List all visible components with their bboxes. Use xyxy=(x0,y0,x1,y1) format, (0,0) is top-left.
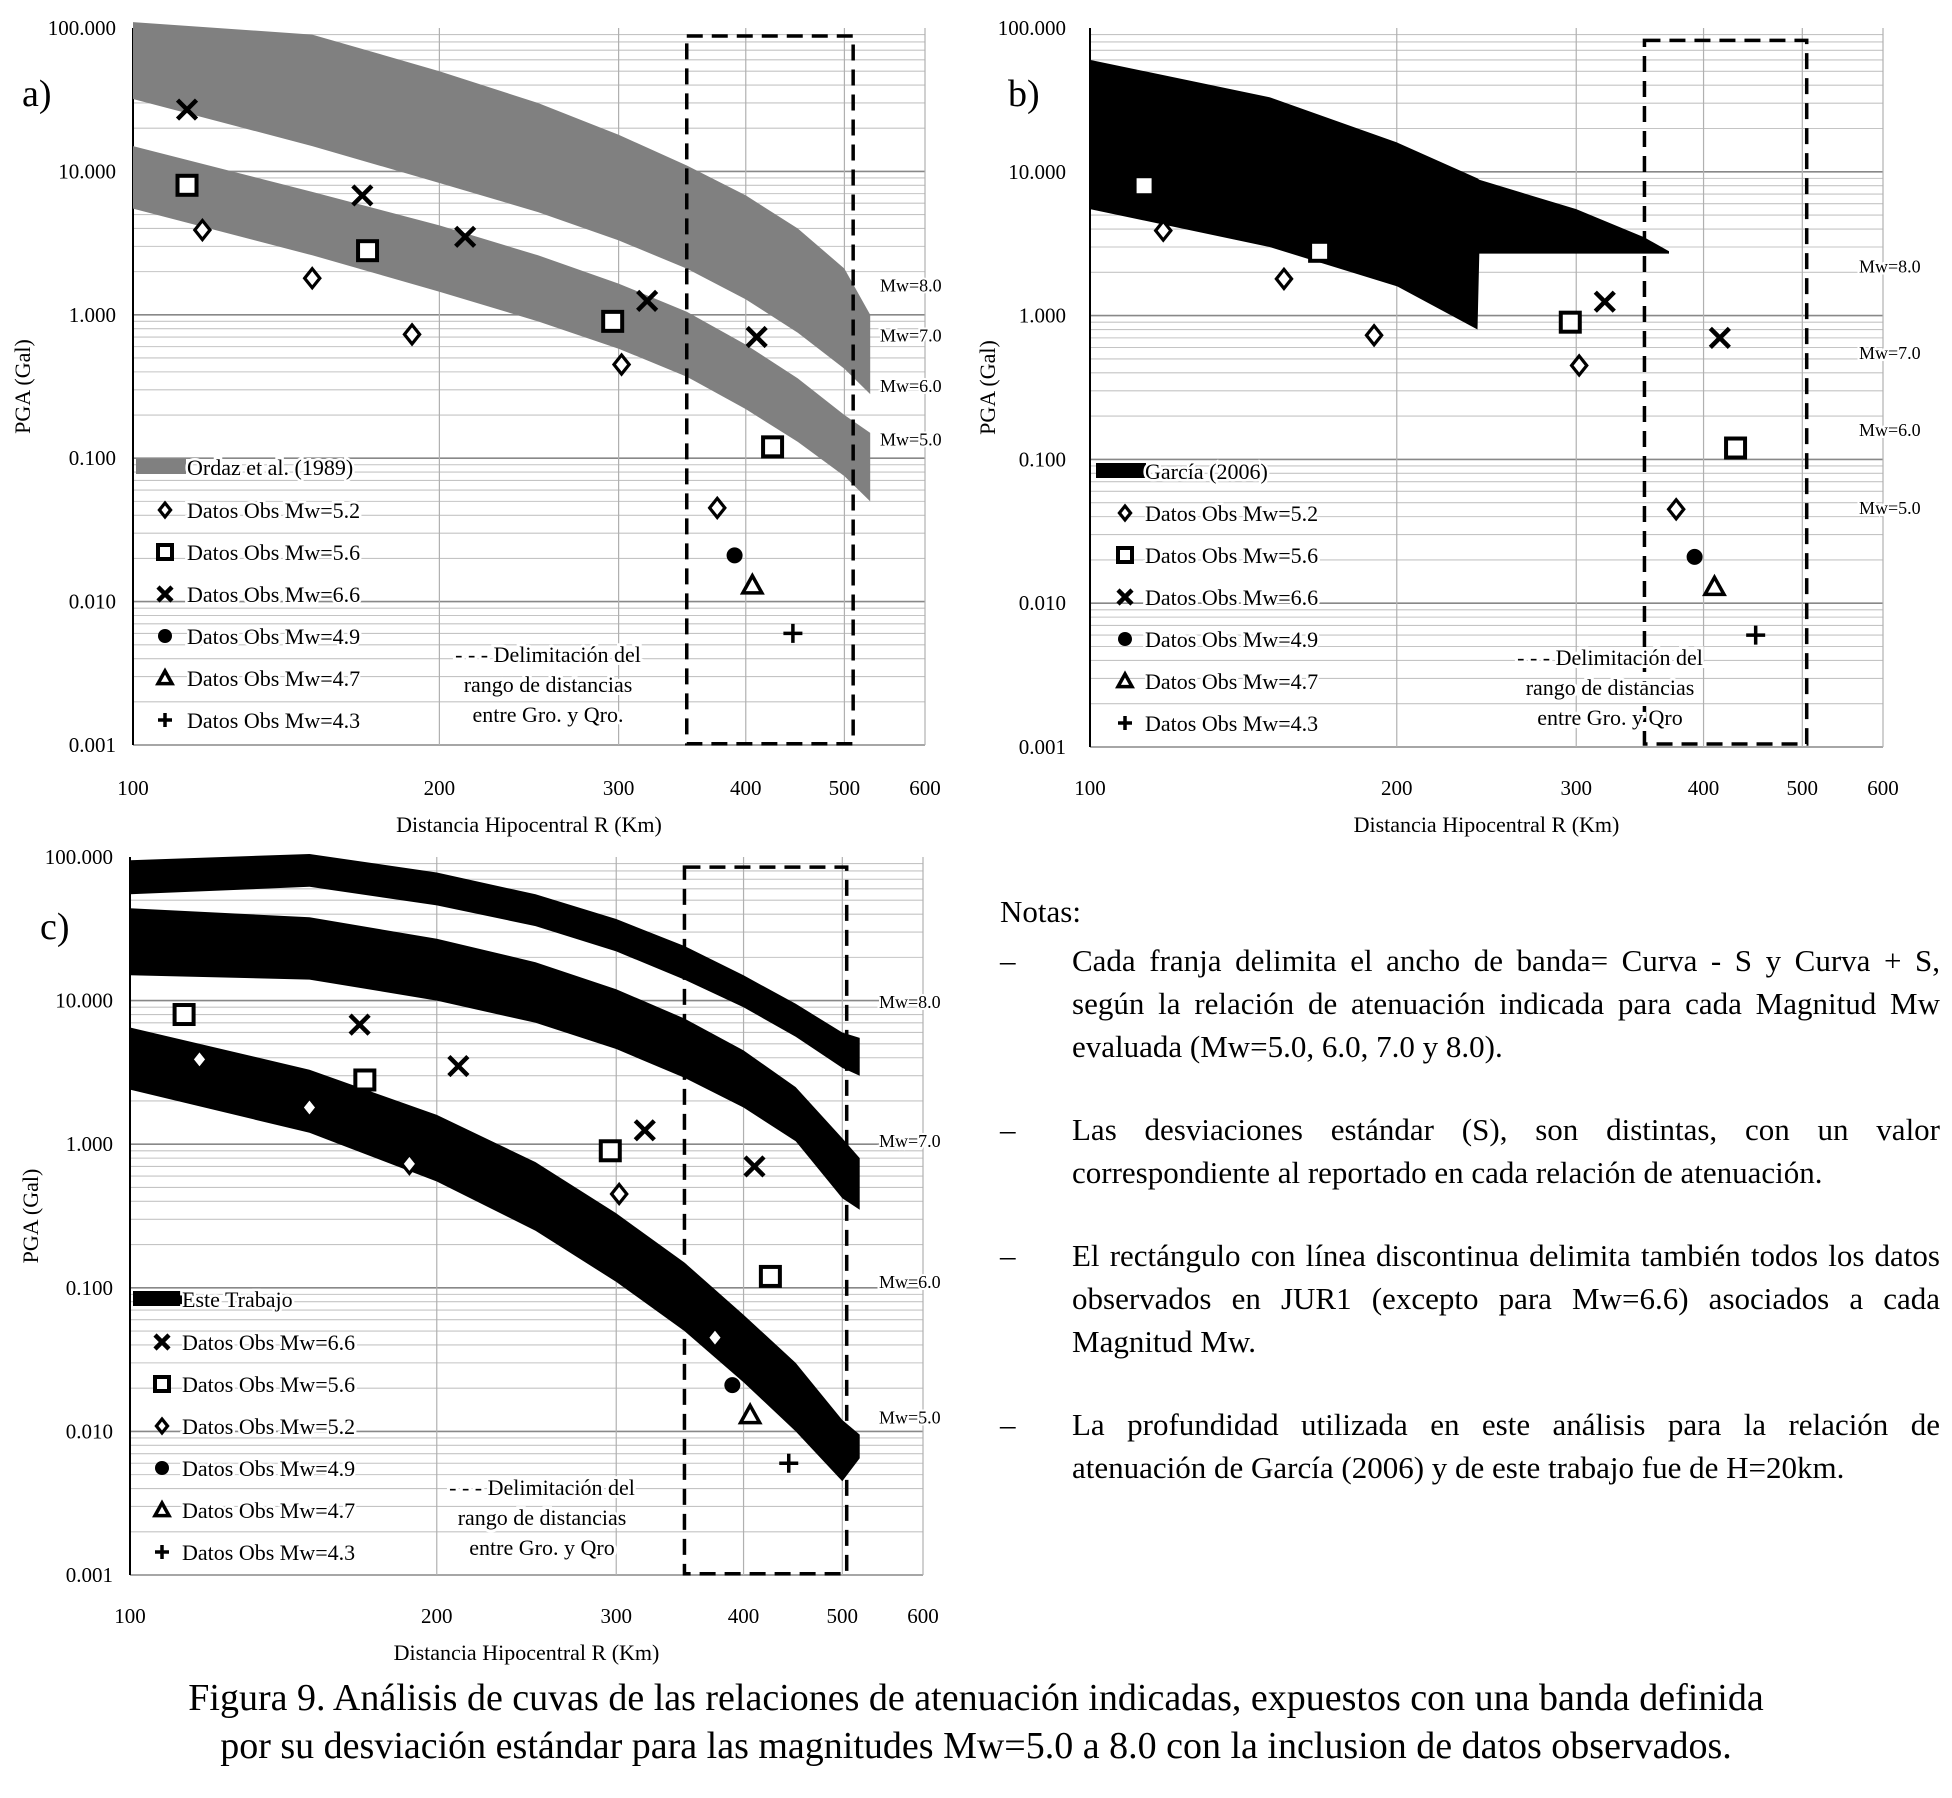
legend-item-label: Datos Obs Mw=6.6 xyxy=(187,582,361,607)
data-point-x xyxy=(353,186,372,205)
bands xyxy=(1090,60,1669,330)
legend-marker-circle xyxy=(158,629,172,643)
data-point-plus xyxy=(783,624,802,643)
x-tick-label: 200 xyxy=(423,776,456,800)
data-point-square xyxy=(355,1070,374,1089)
legend-item-label: Datos Obs Mw=4.9 xyxy=(182,1456,356,1481)
legend xyxy=(133,1287,355,1565)
note-dash: – xyxy=(1000,1112,1016,1147)
note-text: El rectángulo con línea discontinua delimita también todos los datos observados en JUR1 (excepto para Mw=6.6) asociados a cada Magnitud Mw. xyxy=(1072,1238,1940,1359)
y-tick-label: 0.001 xyxy=(68,733,116,757)
legend-marker-diamond xyxy=(1119,506,1130,520)
data-point-triangle xyxy=(1705,577,1724,594)
legend-marker-square xyxy=(1118,548,1132,562)
band-magnitude-label: Mw=7.0 xyxy=(1859,342,1921,363)
x-tick-label: 400 xyxy=(730,776,762,800)
data-point-square xyxy=(1561,313,1580,332)
caption-line-1: Figura 9. Análisis de cuvas de las relaciones de atenuación indicadas, expuestos con una banda definida xyxy=(188,1677,1764,1719)
band-magnitude-label: Mw=7.0 xyxy=(879,1131,941,1152)
y-axis-title: PGA (Gal) xyxy=(18,1168,43,1264)
x-tick-label: 500 xyxy=(826,1604,859,1628)
legend-marker-x xyxy=(1118,590,1132,604)
x-tick-label: 600 xyxy=(907,1604,939,1628)
data-point-square xyxy=(175,1005,194,1024)
x-tick-label: 400 xyxy=(1687,776,1720,800)
legend-marker-square xyxy=(155,1377,169,1391)
note-dash: – xyxy=(1000,1407,1016,1442)
band-magnitude-label: Mw=5.0 xyxy=(1859,497,1921,518)
band-magnitude-label: Mw=5.0 xyxy=(879,1407,941,1428)
legend-band-label: García (2006) xyxy=(1145,459,1268,484)
note-text: Las desviaciones estándar (S), son distintas, con un valor correspondiente al reportado en cada relación de atenuación. xyxy=(1072,1112,1940,1190)
panel-label: c) xyxy=(40,906,70,948)
y-tick-label: 100.000 xyxy=(47,16,116,40)
x-tick-label: 100 xyxy=(114,1604,146,1628)
legend-marker-square xyxy=(158,545,172,559)
chart-panel-c xyxy=(0,830,980,1675)
y-tick-label: 1.000 xyxy=(68,302,116,327)
legend-marker-x xyxy=(155,1335,169,1349)
legend-marker-circle xyxy=(1118,632,1132,646)
legend-item-label: Datos Obs Mw=6.6 xyxy=(182,1330,356,1355)
data-point-square xyxy=(358,241,377,260)
note-text: Cada franja delimita el ancho de banda= Curva - S y Curva + S, según la relación de atenuación indicada para cada Magnitud Mw evaluada (Mw=5.0, 6.0, 7.0 y 8.0). xyxy=(1072,943,1940,1064)
note-dash: – xyxy=(1000,1238,1016,1273)
x-tick-label: 300 xyxy=(1560,776,1592,800)
panel-label: a) xyxy=(22,73,52,115)
x-tick-label: 300 xyxy=(602,776,635,800)
legend-item-label: Datos Obs Mw=4.9 xyxy=(1145,627,1319,652)
data-point-x xyxy=(449,1057,468,1076)
band-magnitude-label: Mw=8.0 xyxy=(879,991,941,1012)
data-point-square xyxy=(603,312,622,331)
x-axis-title: Distancia Hipocentral R (Km) xyxy=(393,1640,660,1665)
y-tick-label: 0.010 xyxy=(1018,591,1066,616)
data-point-x xyxy=(1595,292,1614,311)
legend xyxy=(136,455,360,733)
y-tick-label: 100.000 xyxy=(997,16,1066,40)
legend-marker-x xyxy=(158,587,172,601)
y-tick-label: 0.001 xyxy=(1018,735,1066,759)
legend-band-label: Ordaz et al. (1989) xyxy=(187,455,354,480)
note-item xyxy=(1000,1234,1940,1363)
rectangle-legend-label: entre Gro. y Qro xyxy=(1537,705,1683,730)
legend-marker-triangle xyxy=(158,671,172,684)
legend-item-label: Datos Obs Mw=5.6 xyxy=(182,1372,356,1397)
legend-item-label: Datos Obs Mw=4.3 xyxy=(187,708,361,733)
data-point-square xyxy=(178,176,197,195)
attenuation-band xyxy=(1090,60,1669,330)
legend-marker-triangle xyxy=(155,1503,169,1516)
chart-panel-b xyxy=(960,0,1952,840)
x-tick-label: 400 xyxy=(727,1604,760,1628)
band-magnitude-label: Mw=6.0 xyxy=(879,1271,941,1292)
data-point-diamond xyxy=(1366,326,1381,345)
note-item xyxy=(1000,939,1940,1068)
x-tick-label: 100 xyxy=(117,776,149,800)
rectangle-legend-label: rango de distancias xyxy=(463,672,633,697)
y-tick-label: 10.000 xyxy=(1008,159,1066,184)
legend-marker-plus xyxy=(1118,716,1132,730)
y-tick-label: 0.010 xyxy=(68,589,116,614)
band-magnitude-label: Mw=8.0 xyxy=(880,275,942,296)
legend-item-label: Datos Obs Mw=6.6 xyxy=(1145,585,1319,610)
y-tick-label: 10.000 xyxy=(55,988,113,1013)
y-tick-label: 0.100 xyxy=(65,1275,113,1300)
rectangle-legend-label: rango de distancias xyxy=(457,1505,627,1530)
notes-title: Notas: xyxy=(1000,894,1081,929)
data-point-circle xyxy=(1687,549,1703,565)
band-magnitude-label: Mw=6.0 xyxy=(880,375,942,396)
data-point-square xyxy=(1726,439,1745,458)
notes-block xyxy=(1000,890,1940,1529)
distance-range-rectangle xyxy=(1644,40,1806,744)
band-magnitude-label: Mw=6.0 xyxy=(1859,420,1921,441)
y-tick-label: 1.000 xyxy=(65,1132,113,1157)
caption-line-2: por su desviación estándar para las magnitudes Mw=5.0 a 8.0 con la inclusion de datos observados. xyxy=(220,1725,1732,1767)
y-tick-label: 1.000 xyxy=(1018,303,1066,328)
x-axis-title: Distancia Hipocentral R (Km) xyxy=(396,812,662,837)
rectangle-legend-label: - - - Delimitación del xyxy=(449,1475,635,1500)
rectangle-legend-label: - - - Delimitación del xyxy=(455,642,641,667)
x-tick-label: 500 xyxy=(1786,776,1819,800)
legend-item-label: Datos Obs Mw=5.2 xyxy=(182,1414,356,1439)
panel-label: b) xyxy=(1008,73,1040,115)
legend-item-label: Datos Obs Mw=4.3 xyxy=(182,1540,356,1565)
note-dash: – xyxy=(1000,943,1016,978)
x-tick-label: 600 xyxy=(1867,776,1899,800)
data-point-circle xyxy=(727,547,743,563)
note-item xyxy=(1000,1108,1940,1194)
legend-band-swatch xyxy=(136,459,186,474)
data-point-circle xyxy=(724,1377,740,1393)
x-tick-label: 500 xyxy=(828,776,861,800)
data-point-x xyxy=(350,1015,369,1034)
y-tick-label: 0.100 xyxy=(68,446,116,471)
legend-item-label: Datos Obs Mw=5.6 xyxy=(1145,543,1319,568)
y-tick-label: 0.010 xyxy=(65,1419,113,1444)
legend-item-label: Datos Obs Mw=4.7 xyxy=(1145,669,1319,694)
x-tick-label: 200 xyxy=(421,1604,453,1628)
rectangle-legend-label: rango de distancias xyxy=(1525,675,1695,700)
note-text: La profundidad utilizada en este análisis para la relación de atenuación de García (2006) y de este trabajo fue de H=20km. xyxy=(1072,1407,1940,1485)
data-point-plus xyxy=(779,1454,798,1473)
y-axis-title: PGA (Gal) xyxy=(10,339,35,434)
y-tick-label: 0.001 xyxy=(65,1563,113,1587)
legend-item-label: Datos Obs Mw=5.6 xyxy=(187,540,361,565)
legend-marker-plus xyxy=(158,713,172,727)
legend-marker-circle xyxy=(155,1461,169,1475)
legend-marker-triangle xyxy=(1118,674,1132,687)
legend-item-label: Datos Obs Mw=4.3 xyxy=(1145,711,1319,736)
rectangle-legend-label: entre Gro. y Qro. xyxy=(472,702,624,727)
data-point-square xyxy=(1135,176,1154,195)
data-point-plus xyxy=(1746,626,1765,645)
legend-item-label: Datos Obs Mw=4.7 xyxy=(182,1498,356,1523)
legend-item-label: Datos Obs Mw=4.9 xyxy=(187,624,361,649)
band-magnitude-label: Mw=7.0 xyxy=(880,325,942,346)
data-point-x xyxy=(635,1121,654,1140)
chart-panel-a xyxy=(0,0,980,840)
data-point-square xyxy=(601,1141,620,1160)
data-point-square xyxy=(761,1267,780,1286)
x-tick-label: 300 xyxy=(600,1604,632,1628)
x-tick-label: 600 xyxy=(909,776,941,800)
rectangle-legend-label: entre Gro. y Qro xyxy=(469,1535,615,1560)
band-magnitude-label: Mw=8.0 xyxy=(1859,256,1921,277)
legend-band-swatch xyxy=(1096,463,1146,478)
note-item xyxy=(1000,1403,1940,1489)
legend-band-label: Este Trabajo xyxy=(182,1287,293,1312)
data-point-square xyxy=(1310,242,1329,261)
legend-marker-plus xyxy=(155,1545,169,1559)
y-tick-label: 10.000 xyxy=(58,159,116,184)
rectangle-legend-label: - - - Delimitación del xyxy=(1517,645,1703,670)
y-tick-label: 100.000 xyxy=(44,845,113,869)
x-tick-label: 100 xyxy=(1074,776,1106,800)
legend-item-label: Datos Obs Mw=5.2 xyxy=(187,498,361,523)
legend xyxy=(1096,459,1318,736)
legend-band-swatch xyxy=(133,1291,183,1306)
bands xyxy=(133,22,870,501)
y-tick-label: 0.100 xyxy=(1018,447,1066,472)
band-magnitude-label: Mw=5.0 xyxy=(880,429,942,450)
x-axis-title: Distancia Hipocentral R (Km) xyxy=(1353,812,1620,837)
y-axis-title: PGA (Gal) xyxy=(975,340,1000,435)
x-tick-label: 200 xyxy=(1381,776,1413,800)
data-point-square xyxy=(763,437,782,456)
data-point-diamond xyxy=(404,325,419,344)
legend-item-label: Datos Obs Mw=4.7 xyxy=(187,666,361,691)
figure-caption xyxy=(20,1674,1932,1770)
legend-item-label: Datos Obs Mw=5.2 xyxy=(1145,501,1319,526)
